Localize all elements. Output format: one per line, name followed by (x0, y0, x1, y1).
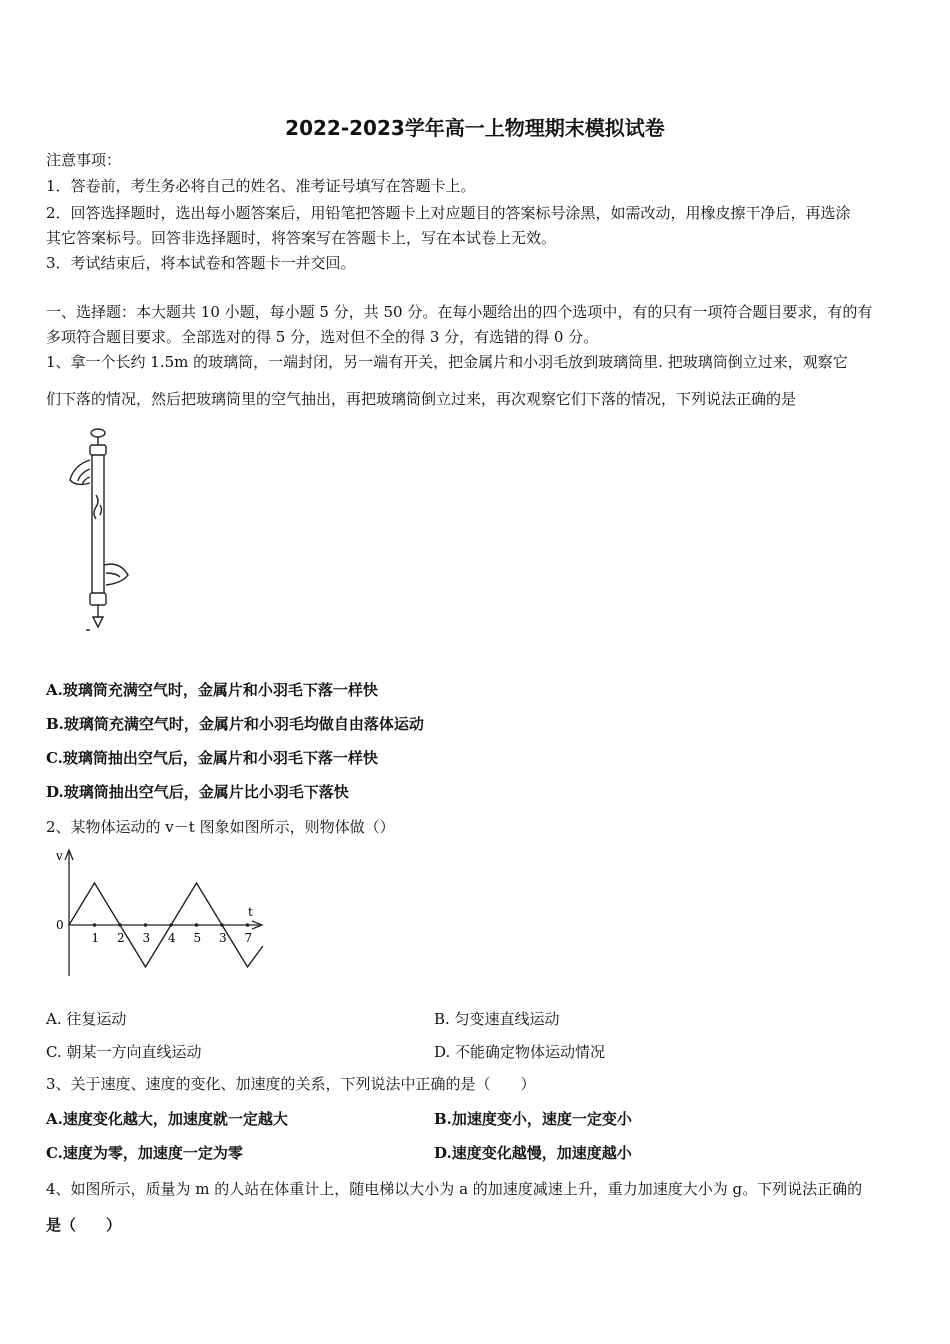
t-axis-tick-label: 7 (244, 931, 253, 945)
t-axis-tick (118, 923, 122, 927)
v-axis-label: v (56, 849, 63, 863)
t-axis-tick-label: 4 (168, 931, 176, 945)
question-2-option-b: B. 匀变速直线运动 (434, 1010, 560, 1028)
question-4-stem: 是（ ） (46, 1216, 122, 1234)
question-1-option-a: A.玻璃筒充满空气时，金属片和小羽毛下落一样快 (46, 681, 378, 699)
t-axis-tick-label: 3 (219, 931, 227, 945)
question-2-stem: 2、某物体运动的 v－t 图象如图所示，则物体做（） (46, 818, 395, 836)
section-intro: 多项符合题目要求。全部选对的得 5 分，选对但不全的得 3 分，有选错的得 0 分。 (46, 328, 599, 346)
t-axis-tick (220, 923, 224, 927)
t-axis-tick-label: 1 (91, 931, 100, 945)
question-4-stem: 4、如图所示，质量为 m 的人站在体重计上，随电梯以大小为 a 的加速度减速上升，重力加速度大小为 g。下列说法正确的 (46, 1180, 863, 1198)
question-1-option-d: D.玻璃筒抽出空气后，金属片比小羽毛下落快 (46, 783, 349, 801)
question-3-option-b: B.加速度变小，速度一定变小 (434, 1110, 632, 1128)
question-2-option-c: C. 朝某一方向直线运动 (46, 1043, 202, 1061)
t-axis-tick (169, 923, 173, 927)
t-axis-label: t (248, 905, 253, 919)
vt-graph (52, 846, 272, 980)
t-axis-tick (195, 923, 199, 927)
question-3-option-c: C.速度为零，加速度一定为零 (46, 1144, 243, 1162)
question-3-option-a: A.速度变化越大，加速度就一定越大 (46, 1110, 288, 1128)
question-1-stem: 1、拿一个长约 1.5m 的玻璃筒，一端封闭，另一端有开关，把金属片和小羽毛放到玻璃筒里. 把玻璃筒倒立过来，观察它 (46, 353, 848, 371)
question-3-stem: 3、关于速度、速度的变化、加速度的关系，下列说法中正确的是（ ） (46, 1075, 536, 1093)
t-axis-tick (246, 923, 250, 927)
notice-heading: 注意事项： (46, 151, 122, 169)
glass-tube-figure (60, 425, 140, 635)
notice-item: 2．回答选择题时，选出每小题答案后，用铅笔把答题卡上对应题目的答案标号涂黑，如需改动，用橡皮擦干净后，再选涂 (46, 204, 851, 222)
section-intro: 一、选择题：本大题共 10 小题，每小题 5 分，共 50 分。在每小题给出的四个选项中，有的只有一项符合题目要求，有的有 (46, 303, 873, 321)
t-axis-tick (144, 923, 148, 927)
question-2-option-d: D. 不能确定物体运动情况 (434, 1043, 606, 1061)
t-axis-tick-label: 3 (142, 931, 151, 945)
question-1-stem: 们下落的情况，然后把玻璃筒里的空气抽出，再把玻璃筒倒立过来，再次观察它们下落的情况，下列说法正确的是 (46, 390, 797, 408)
t-axis-tick-label: 5 (193, 931, 202, 945)
notice-item: 3．考试结束后，将本试卷和答题卡一并交回。 (46, 254, 356, 272)
question-3-option-d: D.速度变化越慢，加速度越小 (434, 1144, 632, 1162)
t-axis-tick-label: 0 (56, 918, 64, 932)
notice-item: 1．答卷前，考生务必将自己的姓名、准考证号填写在答题卡上。 (46, 177, 476, 195)
question-2-option-a: A. 往复运动 (46, 1010, 127, 1028)
question-1-option-c: C.玻璃筒抽出空气后，金属片和小羽毛下落一样快 (46, 749, 378, 767)
t-axis-tick-label: 2 (117, 931, 125, 945)
t-axis-tick (93, 923, 97, 927)
question-1-option-b: B.玻璃筒充满空气时，金属片和小羽毛均做自由落体运动 (46, 715, 424, 733)
page-title: 2022-2023学年高一上物理期末模拟试卷 (285, 116, 665, 140)
notice-item: 其它答案标号。回答非选择题时，将答案写在答题卡上，写在本试卷上无效。 (46, 229, 557, 247)
